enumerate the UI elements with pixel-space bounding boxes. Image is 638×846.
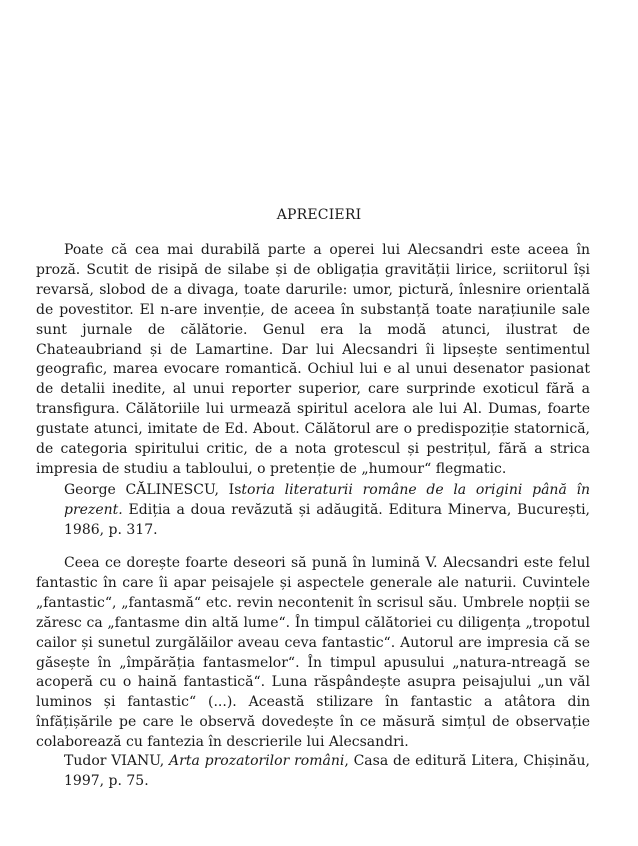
citation-vianu <box>64 752 590 792</box>
citation-details: , Casa de editură Litera, Chișinău, 1997, p. 75. <box>64 753 590 789</box>
citation-calinescu <box>64 481 590 541</box>
section-title: APRECIERI <box>276 207 362 223</box>
citation-work-prefix: Is <box>228 482 242 498</box>
appreciation-paragraph-1: Poate că cea mai durabilă parte a operei lui Alecsandri este aceea în proză. Scutit de risipă de silabe și de obligația gravității lirice, scriitorul își revarsă, slobod de a divaga, toate darurile: umor, pictură, înlesnire orientală de povestitor. El n-are invenție, de aceea în substanță toate narațiunile sale sunt jurnale de călătorie. Genul era la modă atunci, ilustrat de Chateaubriand și de Lamartine. Dar lui Alecsandri îi lipsește sentimentul geografic, marea evocare romantică. Ochiul lui e al unui desenator pasionat de detalii inedite, al unui reporter superior, care surprinde exoticul fără a transfigura. Călătoriile lui urmează spiritul acelora ale lui Al. Dumas, foarte gustate atunci, imitate de Ed. About. Călătorul are o predispoziție statornică, de categoria spiritului critic, de a nota grotescul și pestrițul, fără a strica impresia de studiu a tabloului, o pretenție de „humour“ flegmatic. <box>36 242 590 477</box>
citation-work-title: Arta prozatorilor români <box>169 753 345 769</box>
appreciation-paragraph-2: Ceea ce dorește foarte deseori să pună în lumină V. Alecsandri este felul fantastic în care îi apar peisajele și aspectele generale ale naturii. Cuvintele „fantastic“, „fantasmă“ etc. revin necontenit în scrisul său. Umbrele nopții se zăresc ca „fantasme din altă lume“. În timpul călătoriei cu diligența „tropotul cailor și sunetul zurgălăilor aveau ceva fantastic“. Autorul are impresia că se găsește în „împărăția fantasmelor“. În timpul apusului „natura-ntreagă se acoperă cu o haină fantastică“. Luna răspândește asupra peisajului „un văl luminos și fantastic“ (...). Această stilizare în fantastic a atâtora din înfățișările pe care le observă dovedește în ce măsură simțul de observație colaborează cu fantezia în descrierile lui Alecsandri. <box>36 555 590 751</box>
citation-author: George CĂLINESCU, <box>64 482 229 498</box>
citation-details: Ediția a doua revăzută și adăugită. Editura Minerva, București, 1986, p. 317. <box>64 501 590 538</box>
citation-work-title: toria literaturii române de la origini până în prezent. <box>64 482 591 518</box>
citation-author: Tudor VIANU, <box>64 753 170 769</box>
